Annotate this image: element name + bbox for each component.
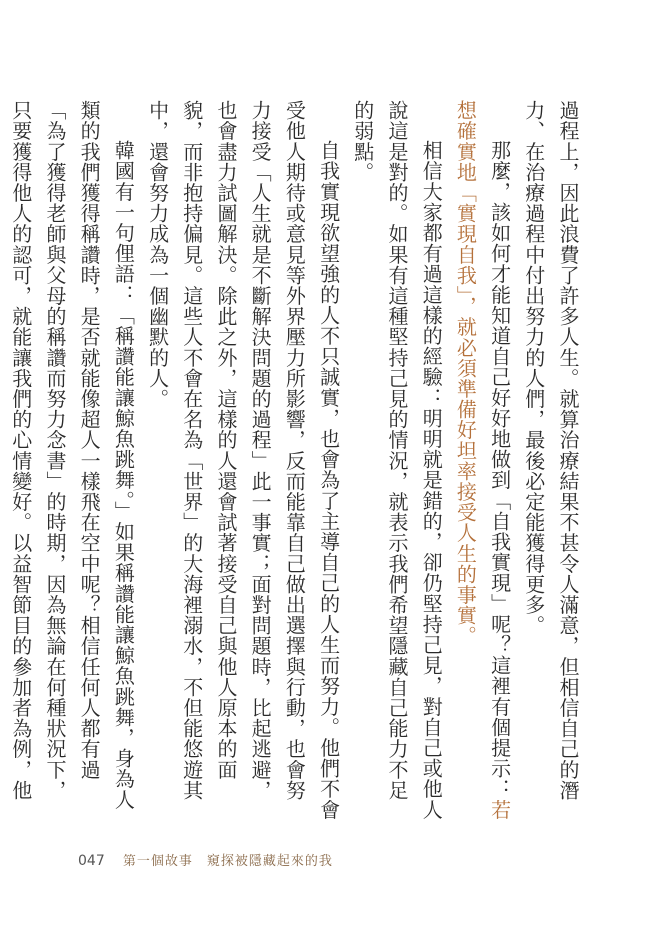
paragraph-3 xyxy=(346,100,449,820)
paragraph-3-text: 相信大家都有過這樣的經驗：明明就是錯的，卻仍堅持己見，對自己或他人說這是對的。如果有這種堅持己見的情況，就表示我們希望隱藏自己能力不足的弱點。 xyxy=(350,100,444,820)
paragraph-5-text: 韓國有一句俚語：「稱讚能讓鯨魚跳舞。」如果稱讚能讓鯨魚跳舞，身為人類的我們獲得稱讚時，是否就能像超人一樣飛在空中呢？相信任何人都有過「為了獲得老師與父母的稱讚而努力念書」的時期，因為無論在何種狀況下，只要獲得他人的認可，就能讓我們的心情變好。以益智節目的參加者為例，他 xyxy=(8,100,136,810)
body-text xyxy=(8,100,585,820)
paragraph-1 xyxy=(517,100,585,820)
page-number: 047 xyxy=(78,853,105,869)
paragraph-1-text: 過程上，因此浪費了許多人生。就算治療結果不甚令人滿意，但相信自己的潛力、在治療過程中付出努力的人們，最後必定能獲得更多。 xyxy=(521,100,580,801)
paragraph-2-text: 那麼，該如何才能知道自己好好地做到「自我實現」呢？這裡有個提示： xyxy=(487,140,512,800)
paragraph-2 xyxy=(448,100,516,820)
paragraph-4-text: 自我實現欲望強的人不只誠實，也會為了主導自己的人生而努力。他們不會受他人期待或意見等外界壓力所影響，反而能靠自己做出選擇與行動，也會努力接受「人生就是不斷解決問題的過程」此一事實；面對問題時，比起逃避，也會盡力試圖解決。除此之外，這樣的人還會試著接受自己與他人原本的面貌，而非抱持偏見。這些人不會在名為「世界」的大海裡溺水，不但能悠遊其中，還會努力成為一個幽默的人。 xyxy=(145,100,341,820)
page-footer xyxy=(78,850,333,869)
paragraph-2-highlight: 若想確實地「實現自我」，就必須準備好坦率接受人生的事實。 xyxy=(453,100,512,820)
paragraph-5 xyxy=(0,100,140,820)
running-head: 第一個故事 窺探被隱藏起來的我 xyxy=(122,854,333,869)
paragraph-4 xyxy=(140,100,345,820)
